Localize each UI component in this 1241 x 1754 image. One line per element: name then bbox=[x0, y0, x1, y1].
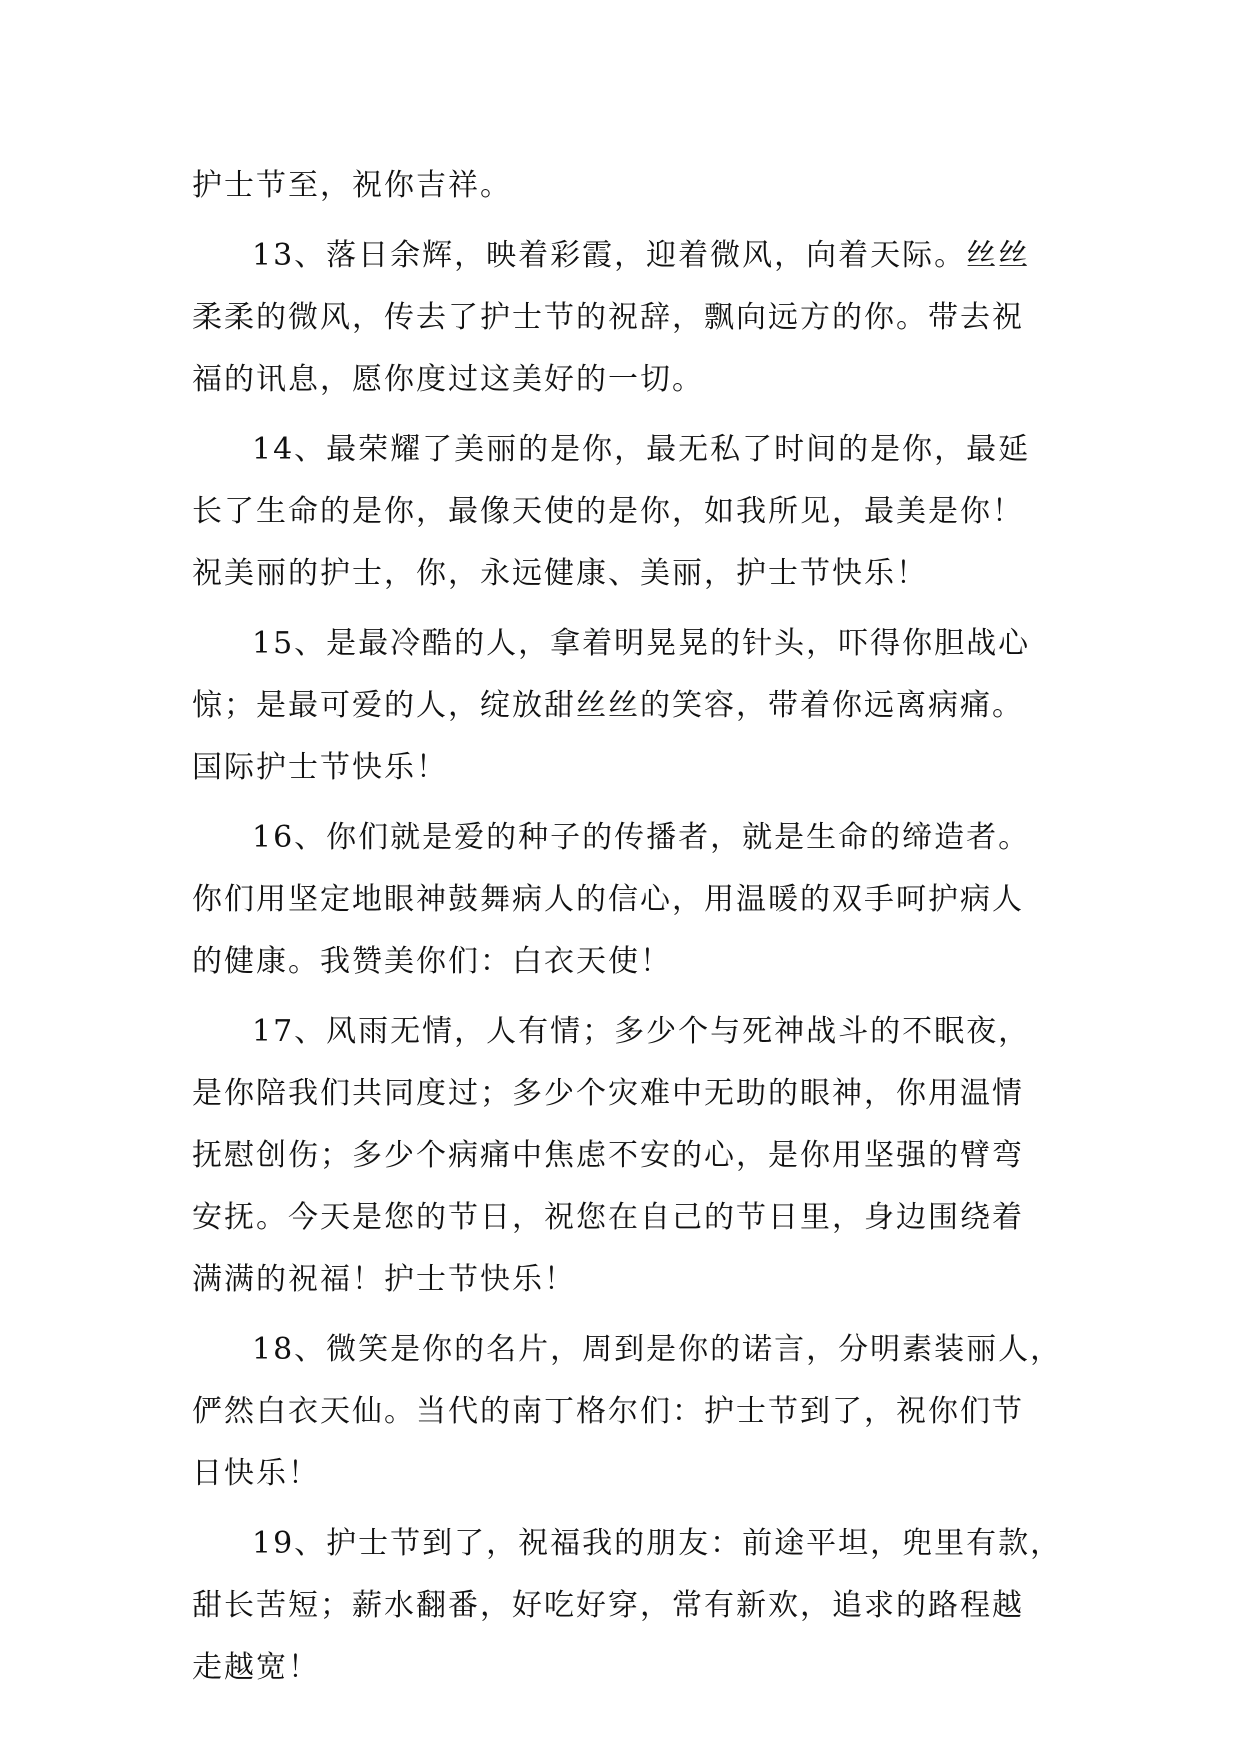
paragraph-17 bbox=[192, 1001, 1060, 1311]
text-line: 长了生命的是你，最像天使的是你，如我所见，最美是你！ bbox=[192, 494, 1024, 529]
text-line: 护士节至，祝你吉祥。 bbox=[192, 168, 512, 203]
text-line: 16、你们就是爱的种子的传播者，就是生命的缔造者。 bbox=[252, 820, 1031, 855]
paragraph-16 bbox=[192, 807, 1060, 993]
document-body bbox=[192, 155, 1063, 1699]
text-line: 13、落日余辉，映着彩霞，迎着微风，向着天际。丝丝 bbox=[252, 238, 1031, 273]
paragraph-19 bbox=[192, 1513, 1063, 1699]
text-line: 祝美丽的护士，你，永远健康、美丽，护士节快乐！ bbox=[192, 556, 928, 591]
text-line: 满满的祝福！护士节快乐！ bbox=[192, 1262, 576, 1297]
text-line: 安抚。今天是您的节日，祝您在自己的节日里，身边围绕着 bbox=[192, 1200, 1024, 1235]
text-line: 俨然白衣天仙。当代的南丁格尔们：护士节到了，祝你们节 bbox=[192, 1394, 1024, 1429]
text-line: 15、是最冷酷的人，拿着明晃晃的针头，吓得你胆战心 bbox=[252, 626, 1031, 661]
text-line: 福的讯息，愿你度过这美好的一切。 bbox=[192, 362, 704, 397]
text-line: 你们用坚定地眼神鼓舞病人的信心，用温暖的双手呵护病人 bbox=[192, 882, 1024, 917]
text-line: 走越宽！ bbox=[192, 1650, 320, 1685]
text-line: 是你陪我们共同度过；多少个灾难中无助的眼神，你用温情 bbox=[192, 1076, 1024, 1111]
text-line: 惊；是最可爱的人，绽放甜丝丝的笑容，带着你远离病痛。 bbox=[192, 688, 1024, 723]
text-line: 柔柔的微风，传去了护士节的祝辞，飘向远方的你。带去祝 bbox=[192, 300, 1024, 335]
paragraph-15 bbox=[192, 613, 1060, 799]
text-line: 日快乐！ bbox=[192, 1456, 320, 1491]
text-line: 国际护士节快乐！ bbox=[192, 750, 448, 785]
text-line: 抚慰创伤；多少个病痛中焦虑不安的心，是你用坚强的臂弯 bbox=[192, 1138, 1024, 1173]
text-line: 甜长苦短；薪水翻番，好吃好穿，常有新欢，追求的路程越 bbox=[192, 1588, 1024, 1623]
text-line: 14、最荣耀了美丽的是你，最无私了时间的是你，最延 bbox=[252, 432, 1031, 467]
paragraph-14 bbox=[192, 419, 1060, 605]
paragraph-18 bbox=[192, 1319, 1063, 1505]
text-line: 的健康。我赞美你们：白衣天使！ bbox=[192, 944, 672, 979]
paragraph-continuation bbox=[192, 155, 1060, 217]
text-line: 17、风雨无情，人有情；多少个与死神战斗的不眠夜， bbox=[252, 1014, 1031, 1049]
text-line: 19、护士节到了，祝福我的朋友：前途平坦，兜里有款， bbox=[252, 1526, 1063, 1561]
text-line: 18、微笑是你的名片，周到是你的诺言，分明素装丽人， bbox=[252, 1332, 1063, 1367]
paragraph-13 bbox=[192, 225, 1060, 411]
